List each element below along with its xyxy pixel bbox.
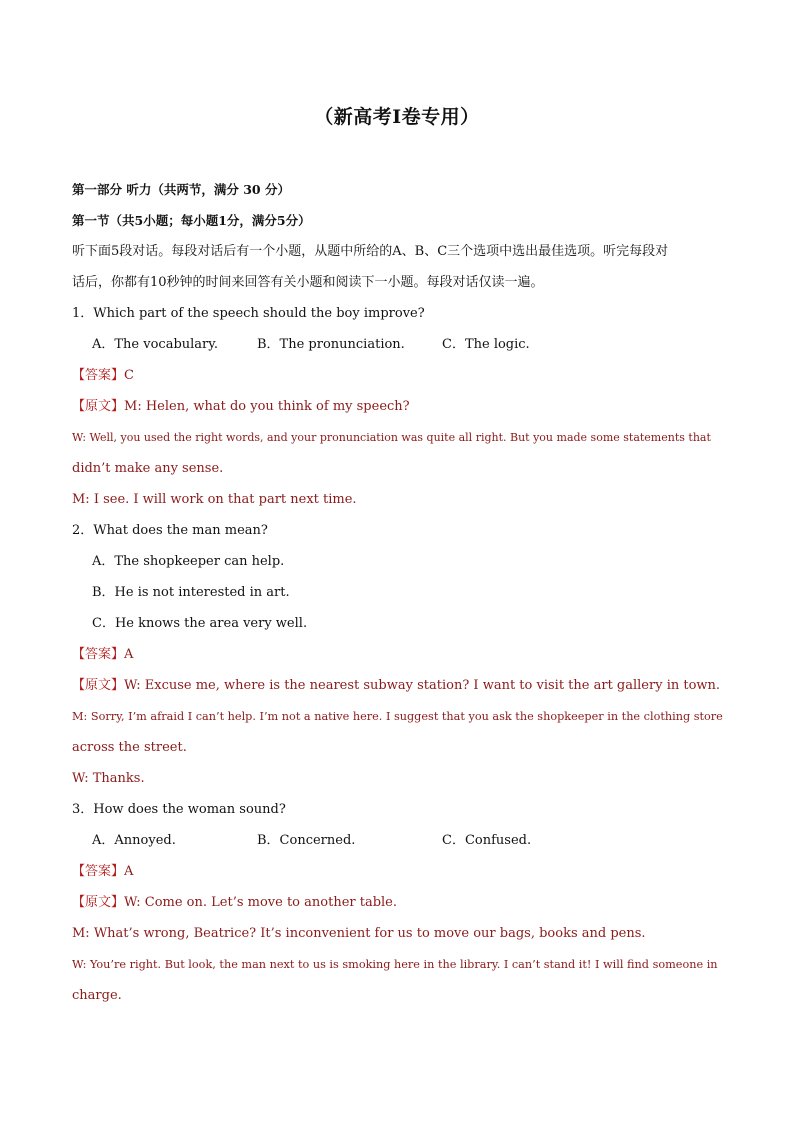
answer-label: 【答案】 <box>72 647 125 662</box>
answer-label: 【答案】 <box>72 368 125 383</box>
answer-value: C <box>124 368 134 383</box>
transcript-text: W: Come on. Let’s move to another table. <box>124 895 398 910</box>
question-2-option-c: C．He knows the area very well. <box>92 616 308 631</box>
document-body <box>72 174 724 1011</box>
transcript-label: 【原文】 <box>72 895 125 910</box>
transcript-3-line-1 <box>72 887 724 918</box>
transcript-2-line-3: across the street. <box>72 740 187 755</box>
option-b: B．The pronunciation. <box>257 337 405 352</box>
transcript-1-line-2: W: Well, you used the right words, and your pronunciation was quite all right. But you made some statements that <box>72 431 711 444</box>
question-3-options <box>72 825 724 856</box>
transcript-label: 【原文】 <box>72 399 125 414</box>
transcript-text: W: Excuse me, where is the nearest subway station? I want to visit the art gallery in town. <box>124 678 721 693</box>
option-b: B．Concerned. <box>257 833 356 848</box>
part1-heading: 第一部分 听力（共两节，满分 30 分） <box>72 182 290 197</box>
transcript-text: M: Helen, what do you think of my speech? <box>124 399 410 414</box>
answer-1 <box>72 360 724 391</box>
transcript-1-line-4: M: I see. I will work on that part next time. <box>72 492 357 507</box>
answer-3 <box>72 856 724 887</box>
question-2-option-a: A．The shopkeeper can help. <box>92 554 285 569</box>
transcript-2-line-1 <box>72 670 724 701</box>
question-3: 3．How does the woman sound? <box>72 802 286 817</box>
transcript-3-line-4: charge. <box>72 988 122 1003</box>
answer-value: A <box>124 864 134 879</box>
option-c: C．Confused. <box>442 833 532 848</box>
transcript-1-line-1 <box>72 391 724 422</box>
transcript-1-line-3: didn’t make any sense. <box>72 461 224 476</box>
option-a: A．The vocabulary. <box>92 337 219 352</box>
transcript-2-line-4: W: Thanks. <box>72 771 145 786</box>
question-2: 2．What does the man mean? <box>72 523 268 538</box>
question-1-options <box>72 329 724 360</box>
question-2-option-b: B．He is not interested in art. <box>92 585 290 600</box>
transcript-label: 【原文】 <box>72 678 125 693</box>
page-title: （新高考I卷专用） <box>314 106 480 128</box>
instructions-line-1: 听下面5段对话。每段对话后有一个小题，从题中所给的A、B、C三个选项中选出最佳选项。听完每段对 <box>72 244 669 259</box>
answer-label: 【答案】 <box>72 864 125 879</box>
transcript-2-line-2: M: Sorry, I’m afraid I can’t help. I’m not a native here. I suggest that you ask the shopkeeper in the clothing store <box>72 710 723 723</box>
section1-heading: 第一节（共5小题；每小题1分，满分5分） <box>72 213 311 228</box>
transcript-3-line-2: M: What’s wrong, Beatrice? It’s inconvenient for us to move our bags, books and pens. <box>72 926 646 941</box>
answer-2 <box>72 639 724 670</box>
option-a: A．Annoyed. <box>92 833 176 848</box>
option-c: C．The logic. <box>442 337 530 352</box>
question-1: 1．Which part of the speech should the boy improve? <box>72 306 425 321</box>
transcript-3-line-3: W: You’re right. But look, the man next to us is smoking here in the library. I can’t stand it! I will find someone in <box>72 958 718 971</box>
instructions-line-2: 话后，你都有10秒钟的时间来回答有关小题和阅读下一小题。每段对话仅读一遍。 <box>72 275 544 290</box>
answer-value: A <box>124 647 134 662</box>
